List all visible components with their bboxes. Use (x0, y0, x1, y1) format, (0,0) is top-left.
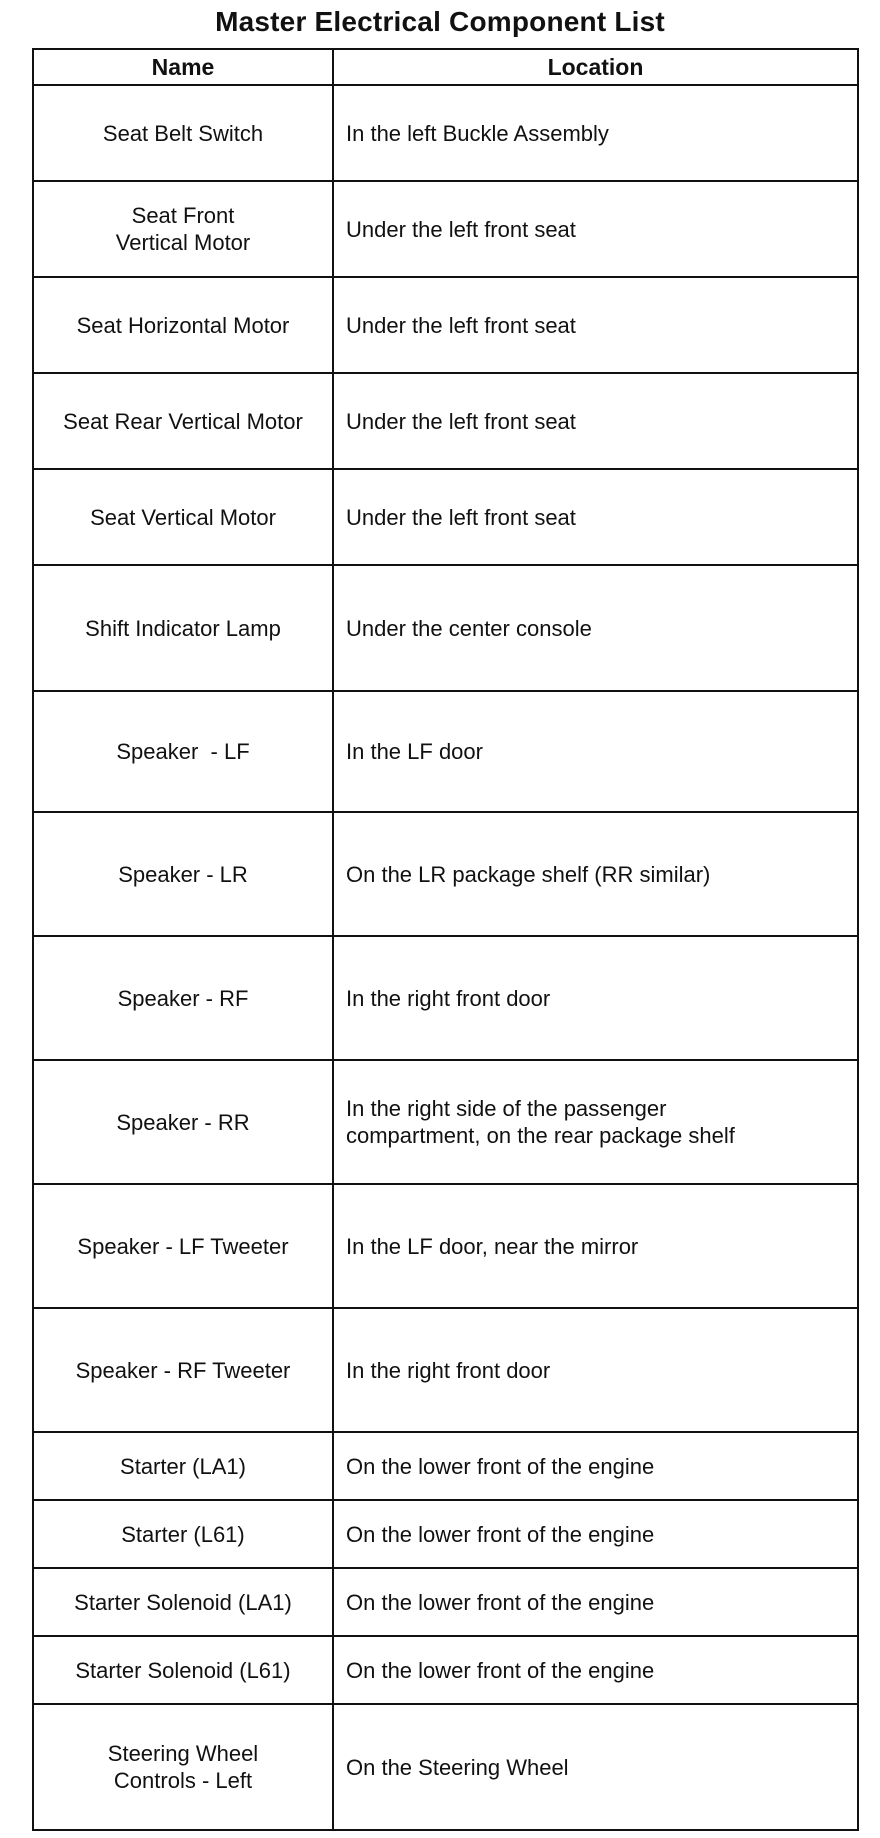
component-location: Under the left front seat (333, 373, 858, 469)
table-row (33, 1500, 858, 1568)
component-name: Steering Wheel Controls - Left (33, 1704, 333, 1830)
table-row (33, 1636, 858, 1704)
table-row (33, 1184, 858, 1308)
table-row (33, 1060, 858, 1184)
table-row (33, 181, 858, 277)
component-location: On the lower front of the engine (333, 1568, 858, 1636)
component-table (32, 48, 859, 1831)
component-location: On the LR package shelf (RR similar) (333, 812, 858, 936)
component-location: Under the left front seat (333, 181, 858, 277)
component-location: On the lower front of the engine (333, 1432, 858, 1500)
component-location: Under the left front seat (333, 277, 858, 373)
component-location: Under the left front seat (333, 469, 858, 565)
component-location: On the Steering Wheel (333, 1704, 858, 1830)
table-row (33, 469, 858, 565)
table-row (33, 1308, 858, 1432)
table-row (33, 277, 858, 373)
table-row (33, 565, 858, 691)
component-name: Seat Horizontal Motor (33, 277, 333, 373)
column-header-location: Location (333, 49, 858, 85)
component-location: In the left Buckle Assembly (333, 85, 858, 181)
table-header-row (33, 49, 858, 85)
component-name: Speaker - RF Tweeter (33, 1308, 333, 1432)
component-name: Starter Solenoid (LA1) (33, 1568, 333, 1636)
component-name: Seat Front Vertical Motor (33, 181, 333, 277)
table-row (33, 1432, 858, 1500)
table-row (33, 691, 858, 812)
component-name: Starter Solenoid (L61) (33, 1636, 333, 1704)
component-name: Shift Indicator Lamp (33, 565, 333, 691)
table-row (33, 1704, 858, 1830)
table-row (33, 85, 858, 181)
component-location: In the right side of the passenger compartment, on the rear package shelf (333, 1060, 858, 1184)
component-location: In the right front door (333, 936, 858, 1060)
table-row (33, 373, 858, 469)
component-location: In the LF door, near the mirror (333, 1184, 858, 1308)
component-name: Speaker - RR (33, 1060, 333, 1184)
table-row (33, 812, 858, 936)
page-title: Master Electrical Component List (215, 6, 665, 37)
component-name: Speaker - LF (33, 691, 333, 812)
component-location: In the right front door (333, 1308, 858, 1432)
table-row (33, 1568, 858, 1636)
component-name: Speaker - LF Tweeter (33, 1184, 333, 1308)
component-location: On the lower front of the engine (333, 1500, 858, 1568)
column-header-name: Name (33, 49, 333, 85)
component-location: In the LF door (333, 691, 858, 812)
table-row (33, 936, 858, 1060)
component-location: On the lower front of the engine (333, 1636, 858, 1704)
component-name: Speaker - RF (33, 936, 333, 1060)
component-name: Starter (L61) (33, 1500, 333, 1568)
component-location: Under the center console (333, 565, 858, 691)
component-name: Starter (LA1) (33, 1432, 333, 1500)
component-name: Speaker - LR (33, 812, 333, 936)
component-name: Seat Vertical Motor (33, 469, 333, 565)
component-name: Seat Belt Switch (33, 85, 333, 181)
component-name: Seat Rear Vertical Motor (33, 373, 333, 469)
